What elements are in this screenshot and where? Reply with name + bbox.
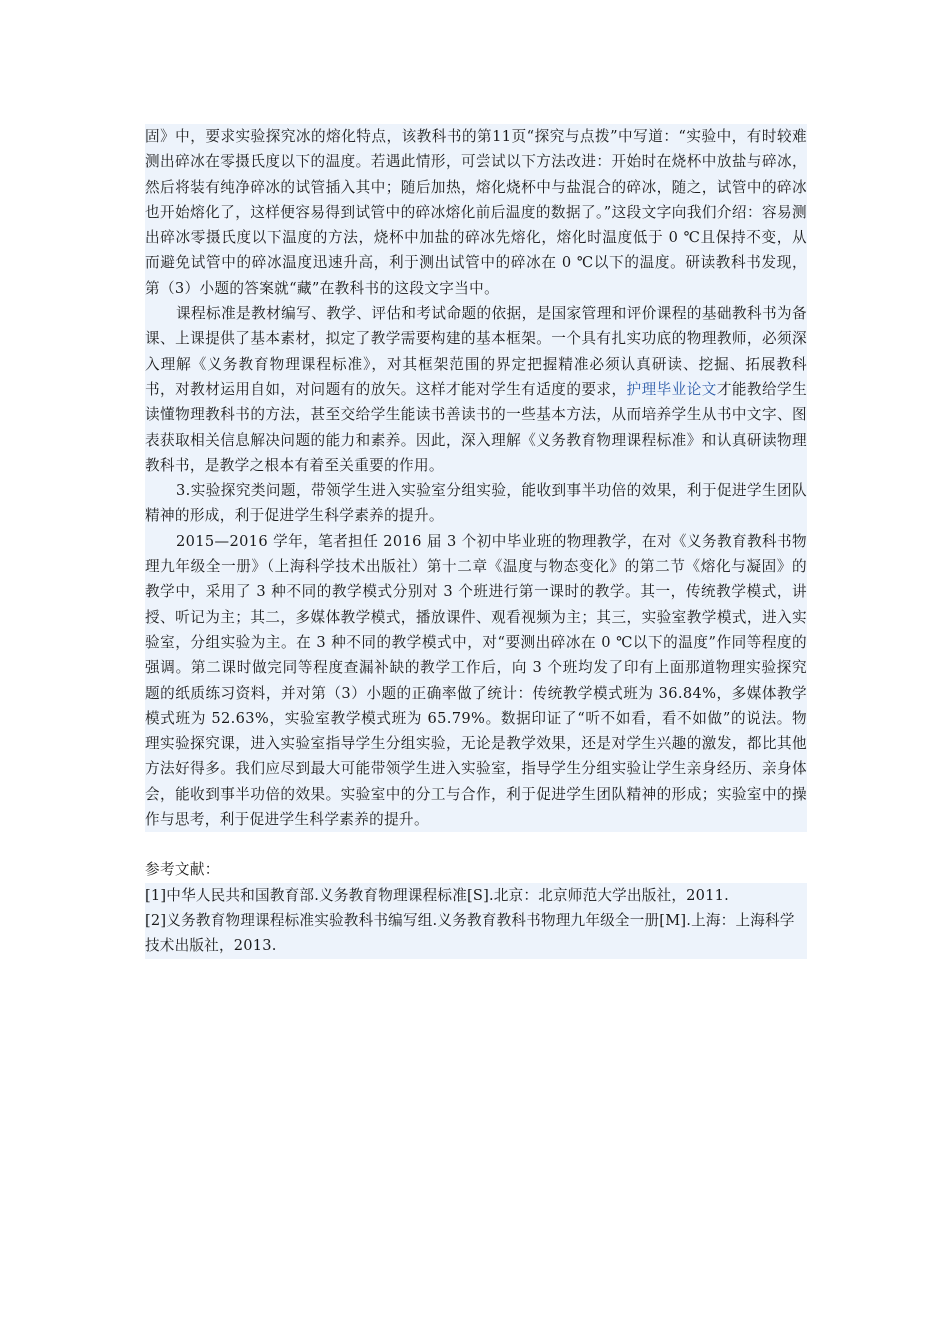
paragraph-textbook-excerpt: 固》中，要求实验探究冰的熔化特点，该教科书的第11页“探究与点拨”中写道：“实验中，有时较难测出碎冰在零摄氏度以下的温度。若遇此情形，可尝试以下方法改进：开始时在烧杯中放盐与碎冰，然后将装有纯净碎冰的试管插入其中；随后加热，熔化烧杯中与盐混合的碎冰，随之，试管中的碎冰也开始熔化了，这样便容易得到试管中的碎冰熔化前后温度的数据了。”这段文字向我们介绍：容易测出碎冰零摄氏度以下温度的方法，烧杯中加盐的碎冰先熔化，熔化时温度低于 0 ℃且保持不变，从而避免试管中的碎冰温度迅速升高，利于测出试管中的碎冰在 0 ℃以下的温度。研读教科书发现，第（3）小题的答案就“藏”在教科书的这段文字当中。: [145, 124, 807, 301]
paragraph-text: 才能教给学生读懂物理教科书的方法，甚至交给学生能读书善读书的一些基本方法，从而培养学生从书中文字、图表获取相关信息解决问题的能力和素养。因此，深入理解《义务教育物理课程标准》和认真研读物理教科书，是教学之根本有着至关重要的作用。: [145, 380, 808, 474]
paragraph-section-heading: 3.实验探究类问题，带领学生进入实验室分组实验，能收到事半功倍的效果，利于促进学生团队精神的形成，利于促进学生科学素养的提升。: [145, 478, 807, 529]
reference-item: [2]义务教育物理课程标准实验教科书编写组.义务教育教科书物理九年级全一册[M].上海：上海科学技术出版社，2013.: [145, 908, 807, 959]
paragraph-teaching-experiment: 2015—2016 学年，笔者担任 2016 届 3 个初中毕业班的物理教学，在对《义务教育教科书物理九年级全一册》（上海科学技术出版社）第十二章《温度与物态变化》的第二节《熔化与凝固》的教学中，采用了 3 种不同的教学模式分别对 3 个班进行第一课时的教学。其一，传统教学模式，讲授、听记为主；其二，多媒体教学模式，播放课件、观看视频为主；其三，实验室教学模式，进入实验室，分组实验为主。在 3 种不同的教学模式中，对“要测出碎冰在 0 ℃以下的温度”作同等程度的强调。第二课时做完同等程度查漏补缺的教学工作后，向 3 个班均发了印有上面那道物理实验探究题的纸质练习资料，并对第（3）小题的正确率做了统计：传统教学模式班为 36.84%，多媒体教学模式班为 52.63%，实验室教学模式班为 65.79%。数据印证了“听不如看，看不如做”的说法。物理实验探究课，进入实验室指导学生分组实验，无论是教学效果，还是对学生兴趣的激发，都比其他方法好得多。我们应尽到最大可能带领学生进入实验室，指导学生分组实验让学生亲身经历、亲身体会，能收到事半功倍的效果。实验室中的分工与合作，利于促进学生团队精神的形成；实验室中的操作与思考，利于促进学生科学素养的提升。: [145, 529, 807, 833]
reference-item: [1]中华人民共和国教育部.义务教育物理课程标准[S].北京：北京师范大学出版社，2011.: [145, 883, 807, 908]
paragraph-curriculum-standard: [145, 301, 807, 478]
paragraph-text: 课程标准是教材编写、教学、评估和考试命题的依据，是国家管理和评价课程的基础教科书为备课、上课提供了基本素材，拟定了教学需要构建的基本框架。一个具有扎实功底的物理教师，必须深入理解《义务教育物理课程标准》，对其框架范围的界定把握精准必须认真研读、挖掘、拓展教科书，对教材运用自如，对问题有的放矢。这样才能对学生有适度的要求，: [145, 305, 807, 398]
references-title: 参考文献：: [145, 861, 220, 879]
document-page: [145, 124, 807, 959]
spacer: [145, 832, 807, 857]
inline-link[interactable]: 护理毕业论文: [626, 380, 717, 398]
